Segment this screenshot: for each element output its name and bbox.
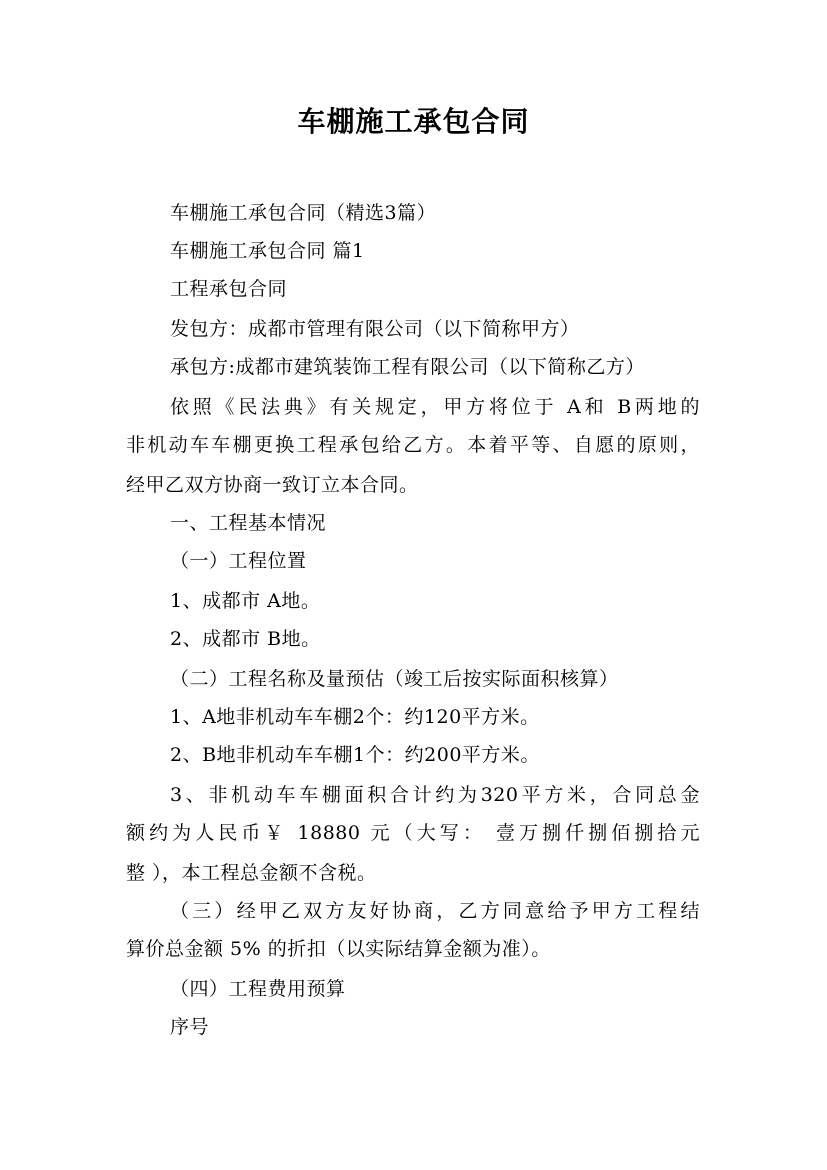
list-item-line: 1、A地非机动车车棚2个：约120平方米。	[170, 706, 540, 728]
subsection-heading-line: （二）工程名称及量预估（竣工后按实际面积核算）	[170, 668, 619, 690]
contract-heading-line: 工程承包合同	[170, 278, 288, 300]
party-a-line: 发包方：成都市管理有限公司（以下简称甲方）	[170, 318, 580, 340]
body-paragraph-line: 依照《民法典》有关规定，甲方将位于 A和 B两地的	[170, 396, 700, 418]
section-heading-line: 一、工程基本情况	[170, 512, 327, 534]
list-item-line: 1、成都市 A地。	[170, 590, 321, 612]
subsection-paragraph-line: （三）经甲乙双方友好协商，乙方同意给予甲方工程结	[170, 900, 700, 922]
list-item-line: 2、成都市 B地。	[170, 628, 321, 650]
party-b-line: 承包方:成都市建筑装饰工程有限公司（以下简称乙方）	[170, 356, 645, 378]
list-item-line: 3、非机动车车棚面积合计约为320平方米，合同总金	[170, 784, 700, 806]
subsection-paragraph-line: 算价总金额 5% 的折扣（以实际结算金额为准）。	[126, 938, 551, 960]
subtitle-line: 车棚施工承包合同（精选3篇）	[170, 202, 437, 224]
list-item-line: 整 ），本工程总金额不含税。	[126, 862, 377, 884]
table-header-line: 序号	[170, 1016, 210, 1038]
subsection-heading-line: （四）工程费用预算	[170, 978, 346, 1000]
section-heading-line: 车棚施工承包合同 篇1	[170, 240, 365, 262]
document-title: 车棚施工承包合同	[297, 105, 530, 138]
list-item-line: 2、B地非机动车车棚1个：约200平方米。	[170, 744, 540, 766]
list-item-line: 额约为人民币￥ 18880 元（大写： 壹万捌仟捌佰捌拾元	[126, 822, 700, 844]
subsection-heading-line: （一）工程位置	[170, 550, 307, 572]
body-paragraph-line: 非机动车车棚更换工程承包给乙方。本着平等、自愿的原则，	[126, 434, 700, 456]
body-paragraph-line: 经甲乙双方协商一致订立本合同。	[126, 474, 419, 496]
